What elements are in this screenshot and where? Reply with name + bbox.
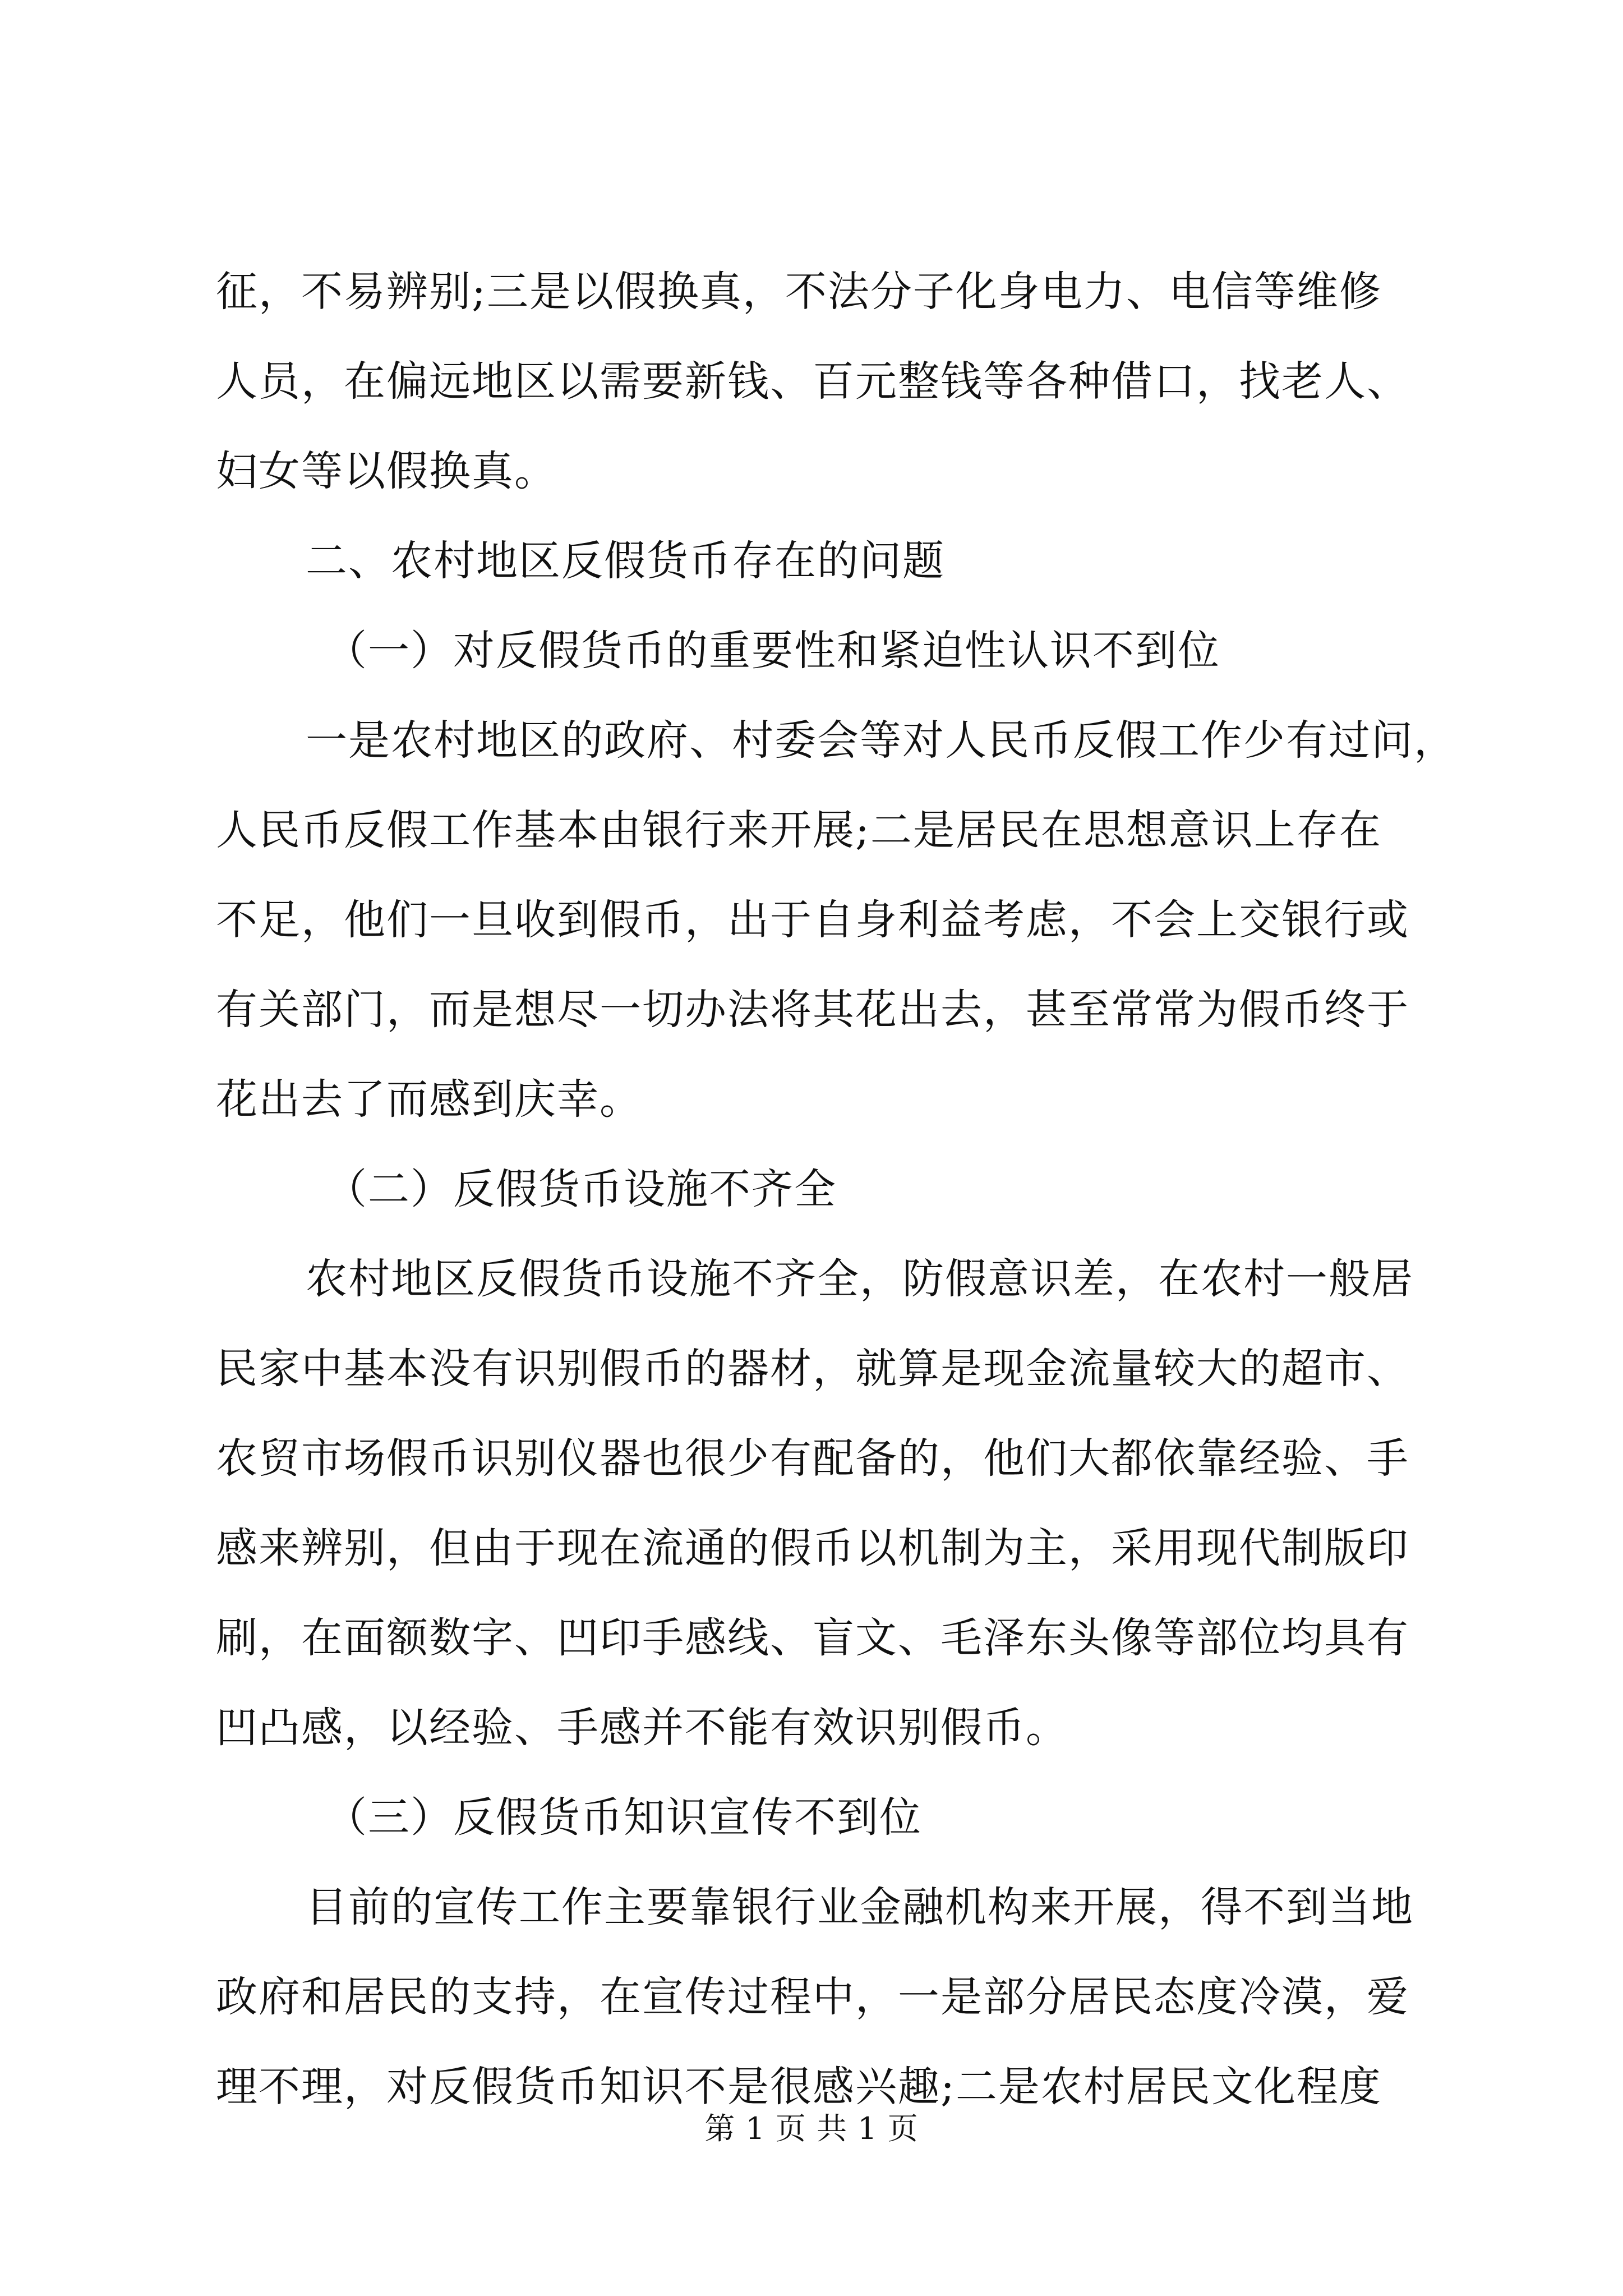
text-line: 理不理，对反假货币知识不是很感兴趣;二是农村居民文化程度 [216,2063,1382,2111]
subsection-heading: （三）反假货币知识宣传不到位 [325,1793,922,1842]
text-line: 人民币反假工作基本由银行来开展;二是居民在思想意识上存在 [216,806,1382,854]
section-heading: 二、农村地区反假货币存在的问题 [306,537,945,585]
text-line: 征，不易辨别;三是以假换真，不法分子化身电力、电信等维修 [216,268,1382,316]
text-line: 农村地区反假货币设施不齐全，防假意识差，在农村一般居 [306,1255,1414,1303]
text-line: 民家中基本没有识别假币的器材，就算是现金流量较大的超市、 [216,1345,1409,1393]
text-line: 人员，在偏远地区以需要新钱、百元整钱等各种借口，找老人、 [216,357,1409,406]
text-line: 农贸市场假币识别仪器也很少有配备的，他们大都依靠经验、手 [216,1434,1409,1483]
text-line: 不足，他们一旦收到假币，出于自身利益考虑，不会上交银行或 [216,896,1409,944]
subsection-heading: （二）反假货币设施不齐全 [325,1165,837,1213]
text-line: 目前的宣传工作主要靠银行业金融机构来开展，得不到当地 [306,1883,1414,1931]
text-line: 妇女等以假换真。 [216,447,557,495]
text-line: 感来辨别，但由于现在流通的假币以机制为主，采用现代制版印 [216,1524,1409,1572]
subsection-heading: （一）对反假货币的重要性和紧迫性认识不到位 [325,627,1220,675]
text-line: 政府和居民的支持，在宣传过程中，一是部分居民态度冷漠，爱 [216,1973,1409,2021]
text-line: 有关部门，而是想尽一切办法将其花出去，甚至常常为假币终于 [216,986,1409,1034]
text-line: 一是农村地区的政府、村委会等对人民币反假工作少有过问， [306,716,1456,765]
page-footer: 第 1 页 共 1 页 [704,2111,919,2146]
text-line: 凹凸感，以经验、手感并不能有效识别假币。 [216,1704,1068,1752]
text-line: 刷，在面额数字、凹印手感线、盲文、毛泽东头像等部位均具有 [216,1614,1409,1662]
text-line: 花出去了而感到庆幸。 [216,1075,642,1124]
